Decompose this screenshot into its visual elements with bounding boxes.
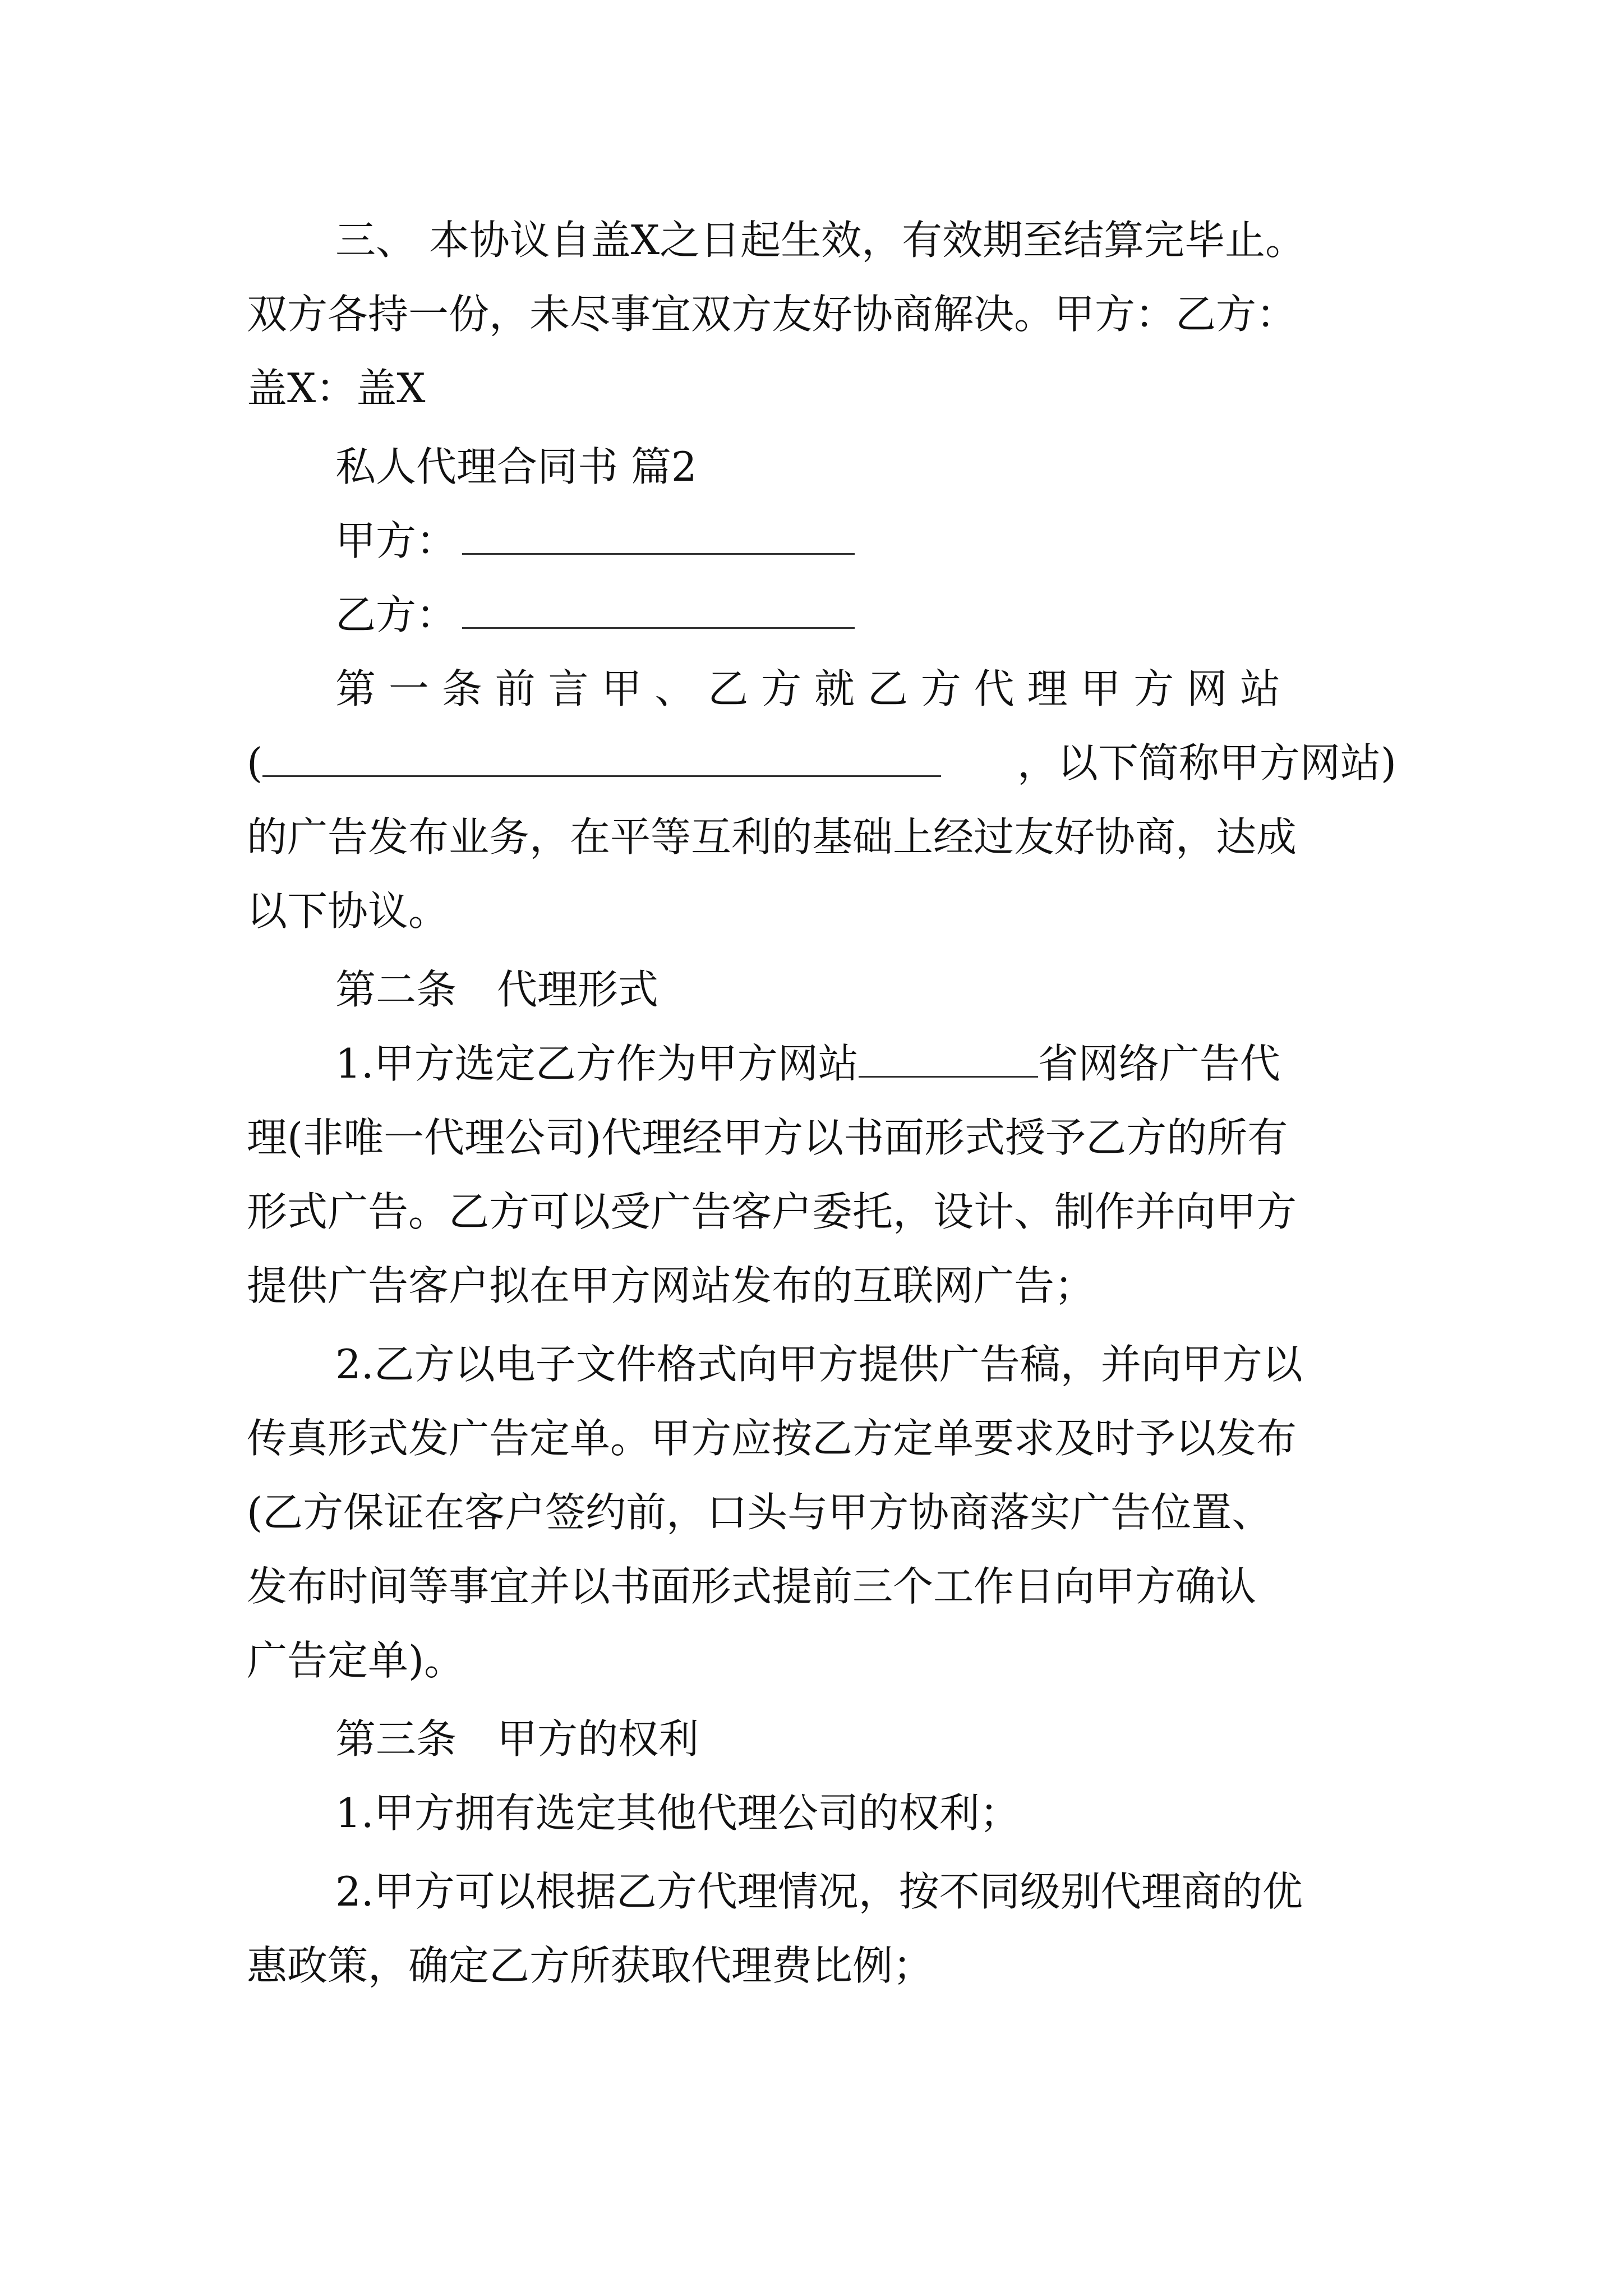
party-b-line [247, 578, 1396, 652]
paragraph-line: (乙方保证在客户签约前，口头与甲方协商落实广告位置、 [247, 1489, 1272, 1536]
clause-line: 2.乙方以电子文件格式向甲方提供广告稿，并向甲方以 [335, 1341, 1303, 1388]
clause-text: 1.甲方选定乙方作为甲方网站 [335, 1040, 859, 1087]
clause-line: 2.甲方可以根据乙方代理情况，按不同级别代理商的优 [335, 1868, 1303, 1915]
paragraph-line: 的广告发布业务，在平等互利的基础上经过友好协商，达成 [247, 813, 1297, 861]
website-open-paren: ( [247, 726, 941, 800]
paragraph-line: 提供广告客户拟在甲方网站发布的互联网广告； [247, 1262, 1095, 1309]
paragraph-line: 广告定单)。 [247, 1637, 465, 1684]
party-b-label: 乙方： [335, 591, 457, 638]
paragraph-line: 形式广告。乙方可以受广告客户委托，设计、制作并向甲方 [247, 1188, 1297, 1235]
paragraph-line: 传真形式发广告定单。甲方应按乙方定单要求及时予以发布 [247, 1415, 1297, 1462]
party-b-blank [462, 583, 855, 629]
website-note: ，以下简称甲方网站) [1017, 739, 1396, 786]
article-2-heading: 第二条 代理形式 [335, 966, 659, 1013]
article-3-heading: 第三条 甲方的权利 [335, 1715, 699, 1763]
document-page [247, 203, 1396, 2003]
clause-line: 1.甲方拥有选定其他代理公司的权利； [335, 1789, 1020, 1837]
paragraph-line: 理(非唯一代理公司)代理经甲方以书面形式授予乙方的所有 [247, 1114, 1288, 1161]
party-a-label: 甲方： [335, 517, 457, 564]
article-1-heading: 第 一 条 前 言 甲 、 乙 方 就 乙 方 代 理 甲 方 网 站 [335, 665, 1281, 712]
party-a-line [247, 504, 1396, 578]
website-blank [262, 731, 941, 777]
paragraph-line: 双方各持一份，未尽事宜双方友好协商解决。甲方：乙方： [247, 291, 1297, 338]
section-title: 私人代理合同书 篇2 [335, 443, 697, 490]
paragraph-line: 三、 本协议自盖X之日起生效，有效期至结算完毕止。 [335, 217, 1306, 264]
paragraph-line: 发布时间等事宜并以书面形式提前三个工作日向甲方确认 [247, 1563, 1257, 1610]
paragraph-line: 以下协议。 [247, 887, 449, 935]
website-line [247, 726, 1396, 800]
paragraph-line: 惠政策，确定乙方所获取代理费比例； [247, 1942, 934, 1989]
clause-line [247, 1027, 1396, 1101]
party-a-blank [462, 509, 855, 555]
clause-text: 省网络广告代 [1038, 1040, 1280, 1087]
paragraph-line: 盖X：盖X [247, 365, 426, 412]
province-blank [859, 1032, 1038, 1078]
